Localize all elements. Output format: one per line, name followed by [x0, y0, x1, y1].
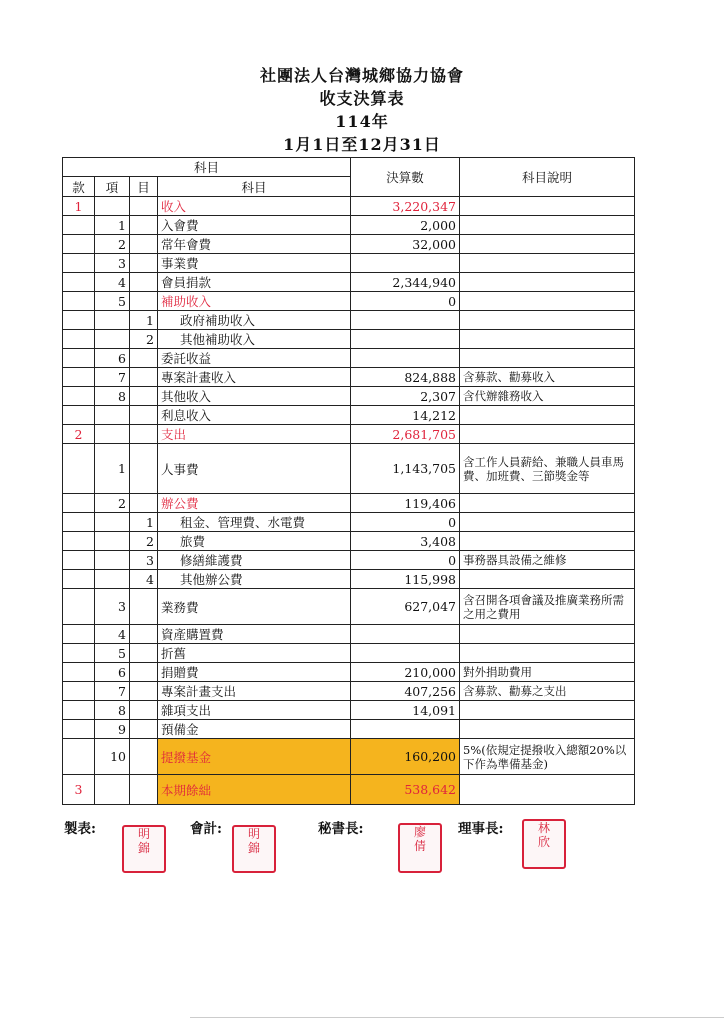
maker-label: 製表:	[64, 821, 96, 837]
subject-cell: 辦公費	[158, 494, 351, 513]
subject-cell: 常年會費	[158, 235, 351, 254]
subject-cell: 專案計畫支出	[158, 682, 351, 701]
amount-cell	[351, 330, 460, 349]
table-row	[63, 589, 635, 625]
table-row	[63, 570, 635, 589]
mu-cell	[130, 589, 158, 625]
table-row	[63, 551, 635, 570]
subject-cell: 收入	[158, 197, 351, 216]
kuan-cell	[63, 311, 95, 330]
description-cell	[460, 216, 635, 235]
mu-cell	[130, 425, 158, 444]
amount-cell: 115,998	[351, 570, 460, 589]
xiang-cell	[95, 532, 130, 551]
description-cell	[460, 406, 635, 425]
subject-cell: 旅費	[158, 532, 351, 551]
table-row	[63, 387, 635, 406]
table-row	[63, 444, 635, 494]
period: 1月1日至12月31日	[283, 135, 441, 154]
subject-cell: 事業費	[158, 254, 351, 273]
mu-cell	[130, 406, 158, 425]
mu-cell	[130, 739, 158, 775]
table-row	[63, 368, 635, 387]
kuan-cell	[63, 368, 95, 387]
description-cell	[460, 330, 635, 349]
subject-cell: 租金、管理費、水電費	[158, 513, 351, 532]
xiang-cell: 4	[95, 625, 130, 644]
amount-cell: 160,200	[351, 739, 460, 775]
subject-cell: 政府補助收入	[158, 311, 351, 330]
org-name: 社團法人台灣城鄉協力協會	[259, 66, 464, 85]
xiang-cell	[95, 330, 130, 349]
header-kuan: 款	[63, 177, 95, 197]
table-row	[63, 701, 635, 720]
xiang-cell: 6	[95, 663, 130, 682]
kuan-cell	[63, 625, 95, 644]
description-cell	[460, 494, 635, 513]
amount-cell: 119,406	[351, 494, 460, 513]
kuan-cell	[63, 570, 95, 589]
amount-cell: 2,344,940	[351, 273, 460, 292]
xiang-cell: 2	[95, 494, 130, 513]
subject-cell: 預備金	[158, 720, 351, 739]
table-row	[63, 775, 635, 805]
xiang-cell: 7	[95, 368, 130, 387]
amount-cell	[351, 720, 460, 739]
header-xiang: 項	[95, 177, 130, 197]
description-cell: 含募款、勸募收入	[460, 368, 635, 387]
kuan-cell	[63, 387, 95, 406]
amount-cell: 1,143,705	[351, 444, 460, 494]
mu-cell: 1	[130, 513, 158, 532]
table-row	[63, 292, 635, 311]
kuan-cell	[63, 254, 95, 273]
subject-cell: 其他辦公費	[158, 570, 351, 589]
document-header	[0, 64, 724, 156]
mu-cell	[130, 625, 158, 644]
kuan-cell	[63, 273, 95, 292]
mu-cell	[130, 682, 158, 701]
kuan-cell	[63, 720, 95, 739]
xiang-cell	[95, 197, 130, 216]
xiang-cell: 7	[95, 682, 130, 701]
chairman-label: 理事長:	[458, 821, 504, 837]
scan-edge-line	[190, 1017, 724, 1018]
table-row	[63, 494, 635, 513]
doc-title: 收支決算表	[319, 89, 405, 108]
kuan-cell	[63, 589, 95, 625]
amount-cell: 824,888	[351, 368, 460, 387]
kuan-cell	[63, 494, 95, 513]
mu-cell	[130, 349, 158, 368]
table-row	[63, 216, 635, 235]
kuan-cell	[63, 682, 95, 701]
mu-cell	[130, 368, 158, 387]
table-row	[63, 425, 635, 444]
description-cell	[460, 254, 635, 273]
table-row	[63, 254, 635, 273]
kuan-cell: 2	[63, 425, 95, 444]
xiang-cell: 8	[95, 701, 130, 720]
kuan-cell	[63, 292, 95, 311]
amount-cell: 538,642	[351, 775, 460, 805]
description-cell: 5%(依規定提撥收入總額20%以下作為準備基金)	[460, 739, 635, 775]
table-row	[63, 625, 635, 644]
description-cell	[460, 644, 635, 663]
subject-cell: 本期餘絀	[158, 775, 351, 805]
subject-cell: 修繕維護費	[158, 551, 351, 570]
xiang-cell: 2	[95, 235, 130, 254]
subject-cell: 支出	[158, 425, 351, 444]
subject-cell: 入會費	[158, 216, 351, 235]
secretary-label: 秘書長:	[318, 821, 364, 837]
mu-cell	[130, 273, 158, 292]
table-row	[63, 235, 635, 254]
description-cell	[460, 235, 635, 254]
subject-cell: 資產購置費	[158, 625, 351, 644]
table-row	[63, 532, 635, 551]
mu-cell	[130, 292, 158, 311]
amount-cell	[351, 625, 460, 644]
subject-cell: 業務費	[158, 589, 351, 625]
description-cell	[460, 570, 635, 589]
subject-cell: 提撥基金	[158, 739, 351, 775]
xiang-cell	[95, 311, 130, 330]
description-cell	[460, 311, 635, 330]
table-row	[63, 273, 635, 292]
kuan-cell	[63, 444, 95, 494]
table-row	[63, 513, 635, 532]
kuan-cell: 3	[63, 775, 95, 805]
kuan-cell	[63, 330, 95, 349]
amount-cell	[351, 644, 460, 663]
xiang-cell: 9	[95, 720, 130, 739]
accountant-seal-stamp: 明 錦	[232, 825, 276, 873]
amount-cell: 210,000	[351, 663, 460, 682]
table-row	[63, 663, 635, 682]
kuan-cell	[63, 406, 95, 425]
table-row	[63, 330, 635, 349]
mu-cell	[130, 235, 158, 254]
header-group-subject: 科目	[63, 158, 351, 177]
subject-cell: 雜項支出	[158, 701, 351, 720]
table-row	[63, 197, 635, 216]
xiang-cell: 6	[95, 349, 130, 368]
header-amount: 決算數	[351, 158, 460, 197]
mu-cell	[130, 663, 158, 682]
description-cell	[460, 775, 635, 805]
xiang-cell: 3	[95, 589, 130, 625]
table-row	[63, 720, 635, 739]
table-body	[63, 197, 635, 805]
table-row	[63, 682, 635, 701]
header-subject: 科目	[158, 177, 351, 197]
xiang-cell: 5	[95, 644, 130, 663]
kuan-cell	[63, 701, 95, 720]
description-cell	[460, 292, 635, 311]
subject-cell: 其他收入	[158, 387, 351, 406]
mu-cell: 4	[130, 570, 158, 589]
kuan-cell	[63, 739, 95, 775]
description-cell	[460, 532, 635, 551]
mu-cell	[130, 644, 158, 663]
xiang-cell	[95, 425, 130, 444]
table-row	[63, 406, 635, 425]
amount-cell: 14,212	[351, 406, 460, 425]
mu-cell	[130, 720, 158, 739]
mu-cell	[130, 444, 158, 494]
kuan-cell: 1	[63, 197, 95, 216]
xiang-cell	[95, 513, 130, 532]
accountant-label: 會計:	[190, 821, 222, 837]
description-cell: 含召開各項會議及推廣業務所需之用之費用	[460, 589, 635, 625]
mu-cell	[130, 775, 158, 805]
amount-cell: 3,408	[351, 532, 460, 551]
amount-cell: 407,256	[351, 682, 460, 701]
mu-cell	[130, 387, 158, 406]
amount-cell: 0	[351, 551, 460, 570]
xiang-cell: 4	[95, 273, 130, 292]
subject-cell: 利息收入	[158, 406, 351, 425]
mu-cell	[130, 216, 158, 235]
subject-cell: 會員捐款	[158, 273, 351, 292]
subject-cell: 專案計畫收入	[158, 368, 351, 387]
kuan-cell	[63, 235, 95, 254]
financial-table	[62, 157, 635, 805]
description-cell	[460, 197, 635, 216]
description-cell: 含代辦雜務收入	[460, 387, 635, 406]
description-cell: 事務器具設備之維修	[460, 551, 635, 570]
kuan-cell	[63, 663, 95, 682]
mu-cell	[130, 701, 158, 720]
mu-cell: 3	[130, 551, 158, 570]
table-row	[63, 349, 635, 368]
kuan-cell	[63, 532, 95, 551]
mu-cell	[130, 254, 158, 273]
amount-cell: 2,307	[351, 387, 460, 406]
subject-cell: 捐贈費	[158, 663, 351, 682]
amount-cell: 627,047	[351, 589, 460, 625]
kuan-cell	[63, 644, 95, 663]
kuan-cell	[63, 513, 95, 532]
amount-cell: 3,220,347	[351, 197, 460, 216]
mu-cell: 2	[130, 532, 158, 551]
mu-cell	[130, 197, 158, 216]
subject-cell: 補助收入	[158, 292, 351, 311]
xiang-cell: 10	[95, 739, 130, 775]
fiscal-year: 114年	[335, 112, 389, 131]
amount-cell: 32,000	[351, 235, 460, 254]
amount-cell: 0	[351, 292, 460, 311]
secretary-seal-stamp: 廖 倩	[398, 823, 442, 873]
xiang-cell: 5	[95, 292, 130, 311]
description-cell	[460, 701, 635, 720]
description-cell	[460, 425, 635, 444]
table-row	[63, 644, 635, 663]
xiang-cell: 1	[95, 216, 130, 235]
amount-cell: 0	[351, 513, 460, 532]
maker-seal-stamp: 明 錦	[122, 825, 166, 873]
xiang-cell: 8	[95, 387, 130, 406]
amount-cell	[351, 254, 460, 273]
subject-cell: 折舊	[158, 644, 351, 663]
amount-cell	[351, 311, 460, 330]
description-cell	[460, 349, 635, 368]
description-cell	[460, 625, 635, 644]
description-cell	[460, 720, 635, 739]
description-cell: 含募款、勸募之支出	[460, 682, 635, 701]
header-mu: 目	[130, 177, 158, 197]
subject-cell: 其他補助收入	[158, 330, 351, 349]
amount-cell: 2,681,705	[351, 425, 460, 444]
amount-cell: 2,000	[351, 216, 460, 235]
table-row	[63, 311, 635, 330]
xiang-cell	[95, 406, 130, 425]
subject-cell: 委託收益	[158, 349, 351, 368]
amount-cell	[351, 349, 460, 368]
chairman-seal-stamp: 林 欣	[522, 819, 566, 869]
kuan-cell	[63, 349, 95, 368]
mu-cell: 1	[130, 311, 158, 330]
xiang-cell: 3	[95, 254, 130, 273]
xiang-cell	[95, 775, 130, 805]
signature-row	[0, 817, 724, 877]
mu-cell: 2	[130, 330, 158, 349]
kuan-cell	[63, 216, 95, 235]
description-cell: 含工作人員薪給、兼職人員車馬費、加班費、三節獎金等	[460, 444, 635, 494]
table-row	[63, 739, 635, 775]
xiang-cell	[95, 551, 130, 570]
description-cell: 對外捐助費用	[460, 663, 635, 682]
subject-cell: 人事費	[158, 444, 351, 494]
xiang-cell: 1	[95, 444, 130, 494]
amount-cell: 14,091	[351, 701, 460, 720]
description-cell	[460, 273, 635, 292]
mu-cell	[130, 494, 158, 513]
header-description: 科目說明	[460, 158, 635, 197]
xiang-cell	[95, 570, 130, 589]
description-cell	[460, 513, 635, 532]
kuan-cell	[63, 551, 95, 570]
